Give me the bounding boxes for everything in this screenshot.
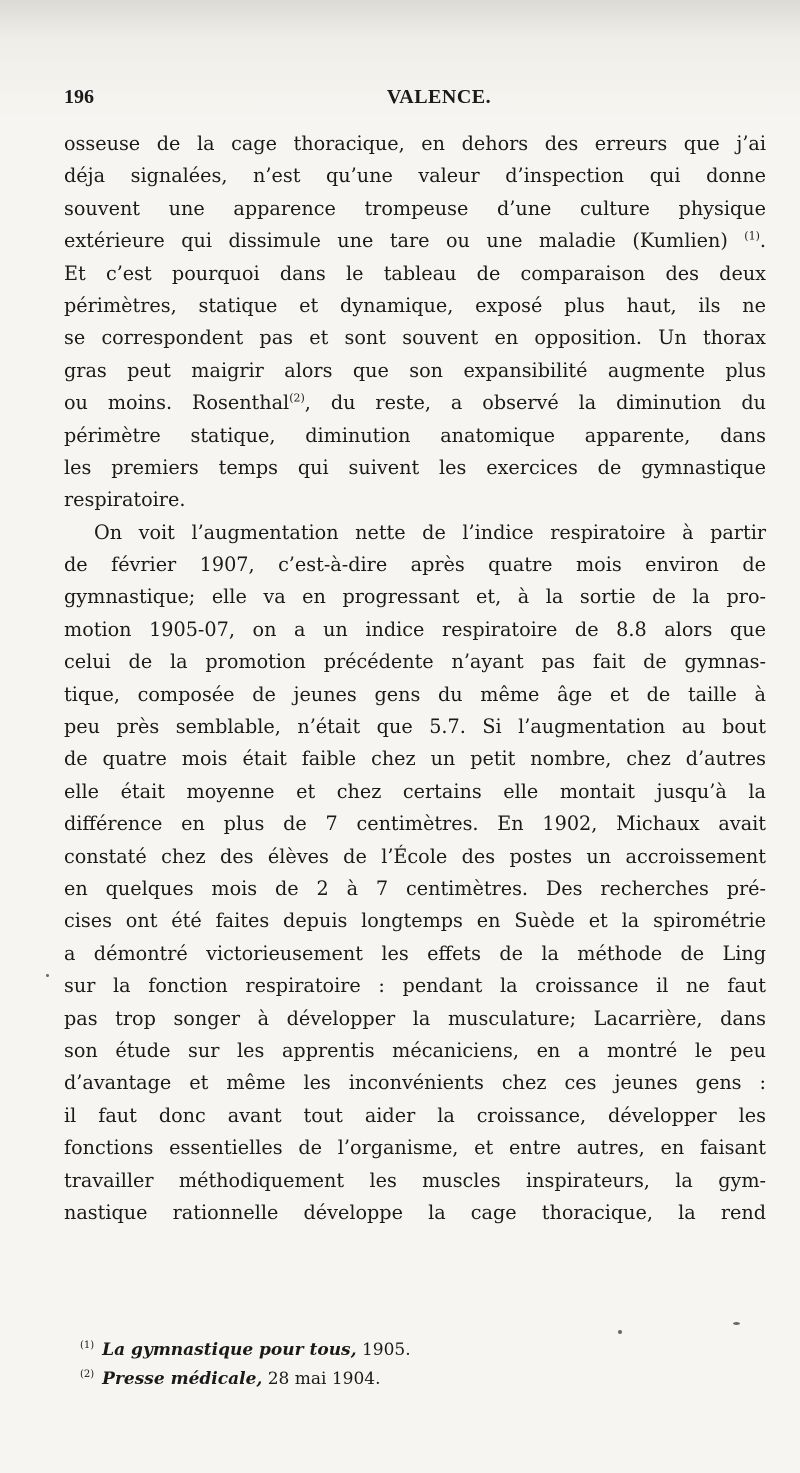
text-line: différence en plus de 7 centimètres. En 1902, Michaux avait bbox=[64, 812, 766, 836]
text-line: nastique rationnelle développe la cage thoracique, la rend bbox=[64, 1200, 766, 1224]
text-line: constaté chez des élèves de l’École des postes un accroissement bbox=[64, 844, 766, 868]
text-line: motion 1905-07, on a un indice respiratoire de 8.8 alors que bbox=[64, 617, 766, 641]
text-line: de février 1907, c’est-à-dire après quatre mois environ de bbox=[64, 553, 766, 577]
footnote-text: 28 mai 1904. bbox=[262, 1369, 381, 1389]
ink-speck bbox=[46, 974, 49, 977]
footnote-ref: (1) bbox=[744, 229, 760, 243]
text-line: a démontré victorieusement les effets de la méthode de Ling bbox=[64, 941, 766, 965]
text-segment: , du reste, a observé la diminution du bbox=[304, 391, 766, 415]
text-line bbox=[64, 387, 766, 419]
footnote-title: Presse médicale, bbox=[102, 1369, 263, 1389]
text-line: Et c’est pourquoi dans le tableau de comparaison des deux bbox=[64, 261, 766, 285]
text-line: souvent une apparence trompeuse d’une culture physique bbox=[64, 196, 766, 220]
text-line: sur la fonction respiratoire : pendant la croissance il ne faut bbox=[64, 974, 766, 998]
text-line: peu près semblable, n’était que 5.7. Si l’augmentation au bout bbox=[64, 715, 766, 739]
text-line bbox=[64, 225, 766, 257]
text-segment: . bbox=[759, 229, 766, 253]
text-line: respiratoire. bbox=[64, 488, 186, 512]
running-head bbox=[64, 86, 764, 116]
page-number: 196 bbox=[64, 86, 94, 108]
text-line: il faut donc avant tout aider la croissance, développer les bbox=[64, 1103, 766, 1127]
text-line: périmètre statique, diminution anatomique apparente, dans bbox=[64, 423, 766, 447]
text-line: de quatre mois était faible chez un petit nombre, chez d’autres bbox=[64, 747, 766, 771]
footnote bbox=[80, 1365, 600, 1394]
ink-speck bbox=[733, 1322, 740, 1325]
text-line: pas trop songer à développer la musculature; Lacarrière, dans bbox=[64, 1006, 766, 1030]
footnote-text: 1905. bbox=[356, 1340, 411, 1360]
text-line: travailler méthodiquement les muscles inspirateurs, la gym- bbox=[64, 1168, 766, 1192]
text-line: se correspondent pas et sont souvent en opposition. Un thorax bbox=[64, 326, 766, 350]
footnote-ref: (2) bbox=[289, 391, 305, 405]
text-line: elle était moyenne et chez certains elle montait jusqu’à la bbox=[64, 779, 766, 803]
text-line: en quelques mois de 2 à 7 centimètres. Des recherches pré- bbox=[64, 876, 766, 900]
text-line: On voit l’augmentation nette de l’indice respiratoire à partir bbox=[94, 520, 766, 544]
text-line: les premiers temps qui suivent les exercices de gymnastique bbox=[64, 455, 766, 479]
running-title: VALENCE. bbox=[386, 86, 492, 108]
text-line: celui de la promotion précédente n’ayant pas fait de gymnas- bbox=[64, 650, 766, 674]
text-line: osseuse de la cage thoracique, en dehors des erreurs que j’ai bbox=[64, 132, 766, 155]
text-segment: ou moins. Rosenthal bbox=[64, 391, 290, 415]
text-line: déja signalées, n’est qu’une valeur d’inspection qui donne bbox=[64, 164, 766, 188]
text-line: tique, composée de jeunes gens du même âge et de taille à bbox=[64, 682, 766, 706]
text-line: gymnastique; elle va en progressant et, à la sortie de la pro- bbox=[64, 585, 766, 609]
footnote bbox=[80, 1336, 600, 1365]
text-line: périmètres, statique et dynamique, exposé plus haut, ils ne bbox=[64, 293, 766, 317]
body-text bbox=[64, 128, 766, 1229]
text-line: gras peut maigrir alors que son expansibilité augmente plus bbox=[64, 358, 766, 382]
text-line: cises ont été faites depuis longtemps en Suède et la spirométrie bbox=[64, 909, 766, 933]
text-line: fonctions essentielles de l’organisme, et entre autres, en faisant bbox=[64, 1136, 766, 1160]
text-line: d’avantage et même les inconvénients chez ces jeunes gens : bbox=[64, 1071, 766, 1095]
text-line: son étude sur les apprentis mécaniciens, en a montré le peu bbox=[64, 1038, 766, 1062]
footnote-mark: (1) bbox=[80, 1340, 95, 1352]
text-segment: extérieure qui dissimule une tare ou une maladie (Kumlien) bbox=[64, 229, 728, 253]
footnote-title: La gymnastique pour tous, bbox=[102, 1340, 357, 1360]
ink-speck bbox=[618, 1330, 622, 1334]
footnote-mark: (2) bbox=[80, 1369, 95, 1381]
footnotes bbox=[80, 1336, 600, 1394]
